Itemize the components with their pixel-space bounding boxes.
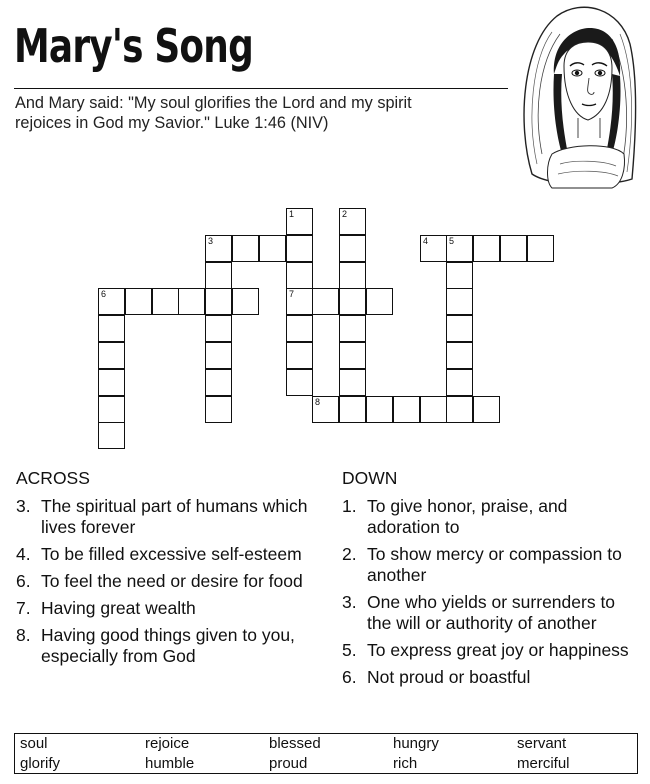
cell-number: 4 [423,236,429,246]
clue-text: Having great wealth [41,598,196,618]
clue-text: To show mercy or compassion to another [367,544,622,585]
clue-number: 7. [16,598,31,618]
crossword-cell[interactable] [366,396,393,423]
across-heading: ACROSS [16,468,90,488]
across-clue [16,496,316,538]
across-clue [16,625,316,667]
clue-text: Not proud or boastful [367,667,531,687]
crossword-cell[interactable] [259,235,286,262]
crossword-cell[interactable] [473,235,500,262]
word-bank-word: blessed [269,735,321,752]
crossword-cell[interactable] [205,235,232,262]
across-clue [16,571,316,592]
crossword-cell[interactable] [232,235,259,262]
clue-number: 3. [342,592,357,612]
crossword-cell[interactable] [339,262,366,289]
cell-number: 8 [315,397,321,407]
clue-number: 1. [342,496,357,516]
down-clue [342,544,642,586]
bible-verse: And Mary said: "My soul glorifies the Lord and my spirit rejoices in God my Savior." Luke 1:46 (NIV) [15,94,412,132]
cell-number: 7 [289,289,295,299]
cell-number: 2 [342,209,348,219]
crossword-cell[interactable] [527,235,554,262]
crossword-cell[interactable] [178,288,205,315]
crossword-cell[interactable] [98,288,125,315]
clue-text: Having good things given to you, especially from God [41,625,295,666]
word-bank-word: hungry [393,735,439,752]
cell-number: 6 [101,289,107,299]
word-bank-word: humble [145,755,195,772]
clue-number: 6. [16,571,31,591]
down-clue [342,496,642,538]
crossword-cell[interactable] [98,396,125,423]
word-bank-word: rejoice [145,735,190,752]
crossword-cell[interactable] [446,315,473,342]
crossword-cell[interactable] [446,396,473,423]
crossword-cell[interactable] [446,288,473,315]
crossword-cell[interactable] [286,369,313,396]
crossword-cell[interactable] [125,288,152,315]
clue-text: To give honor, praise, and adoration to [367,496,568,537]
crossword-cell[interactable] [205,342,232,369]
crossword-cell[interactable] [500,235,527,262]
crossword-cell[interactable] [286,235,313,262]
clue-text: The spiritual part of humans which lives forever [41,496,308,537]
word-bank-word: servant [517,735,567,752]
crossword-cell[interactable] [366,288,393,315]
down-heading: DOWN [342,468,398,488]
crossword-cell[interactable] [98,369,125,396]
crossword-cell[interactable] [205,262,232,289]
clue-number: 4. [16,544,31,564]
cell-number: 1 [289,209,295,219]
clue-text: To be filled excessive self-esteem [41,544,302,564]
crossword-cell[interactable] [339,342,366,369]
page-title: Mary's Song [14,19,253,73]
down-clue [342,640,642,661]
down-clues [342,468,642,694]
crossword-cell[interactable] [339,208,366,235]
down-clue [342,667,642,688]
crossword-cell[interactable] [205,315,232,342]
crossword-cell[interactable] [98,315,125,342]
crossword-cell[interactable] [339,315,366,342]
crossword-cell[interactable] [446,369,473,396]
clue-number: 2. [342,544,357,564]
across-clue [16,598,316,619]
crossword-cell[interactable] [446,262,473,289]
crossword-cell[interactable] [98,422,125,449]
crossword-cell[interactable] [286,315,313,342]
clue-number: 8. [16,625,31,645]
crossword-cell[interactable] [420,396,447,423]
crossword-cell[interactable] [205,396,232,423]
word-bank-word: soul [20,735,48,752]
crossword-cell[interactable] [393,396,420,423]
word-bank-word: glorify [20,755,61,772]
crossword-cell[interactable] [420,235,447,262]
clue-number: 3. [16,496,31,516]
clue-text: To feel the need or desire for food [41,571,303,591]
down-clue [342,592,642,634]
across-clue [16,544,316,565]
cell-number: 5 [449,236,455,246]
crossword-cell[interactable] [312,288,339,315]
crossword-cell[interactable] [312,396,339,423]
crossword-cell[interactable] [232,288,259,315]
crossword-cell[interactable] [152,288,179,315]
crossword-cell[interactable] [339,235,366,262]
word-bank-word: rich [393,755,418,772]
crossword-cell[interactable] [286,262,313,289]
crossword-cell[interactable] [446,342,473,369]
crossword-cell[interactable] [339,288,366,315]
crossword-cell[interactable] [473,396,500,423]
crossword-cell[interactable] [446,235,473,262]
crossword-cell[interactable] [286,208,313,235]
clue-number: 5. [342,640,357,660]
clue-number: 6. [342,667,357,687]
crossword-cell[interactable] [286,288,313,315]
crossword-cell[interactable] [286,342,313,369]
cell-number: 3 [208,236,214,246]
crossword-cell[interactable] [339,369,366,396]
crossword-cell[interactable] [205,288,232,315]
crossword-cell[interactable] [339,396,366,423]
across-clues [16,468,316,673]
crossword-cell[interactable] [98,342,125,369]
clue-text: One who yields or surrenders to the will or authority of another [367,592,616,633]
word-bank-word: merciful [517,755,570,772]
crossword-cell[interactable] [205,369,232,396]
clue-text: To express great joy or happiness [367,640,629,660]
word-bank-word: proud [269,755,308,772]
word-bank [14,733,638,774]
